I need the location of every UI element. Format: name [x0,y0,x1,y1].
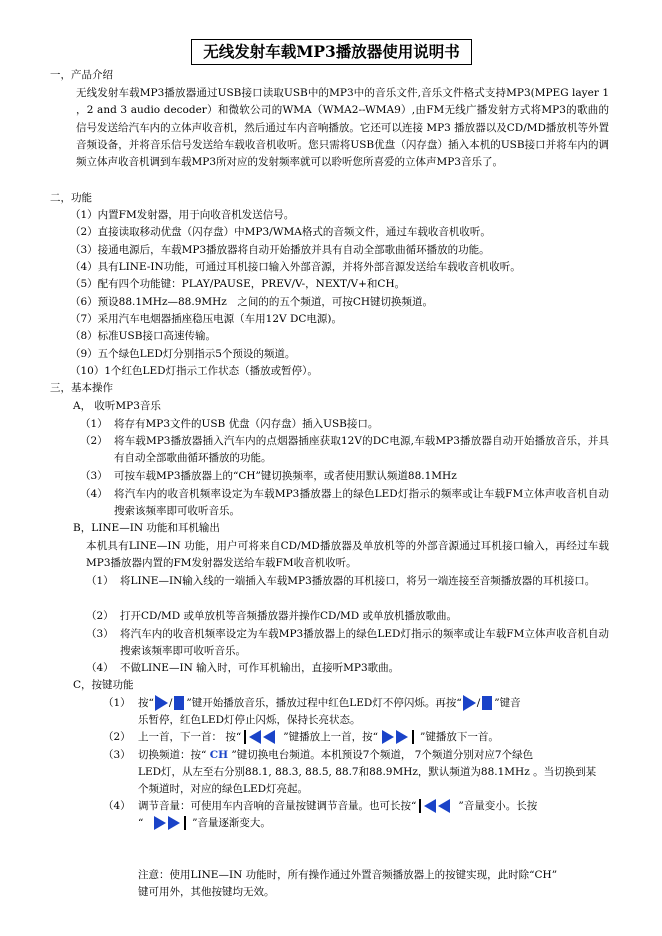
text-span: 调节音量：可使用车内音响的音量按键调节音量。也可长按“ [138,800,417,812]
list-number: （1） [86,575,114,587]
play-pause-line [138,695,521,713]
list-number: （1） [80,418,108,430]
feature-item: （10）1个红色LED灯指示工作状态（播放或暂停）。 [70,365,318,377]
text-span: / [476,697,481,709]
list-item: 将汽车内的收音机频率设定为车载MP3播放器上的绿色LED灯指示的频率或让车载FM立体声收音机自动搜索该频率即可收听音乐。 [114,488,609,518]
feature-item: （3）接通电源后，车载MP3播放器将自动开始播放并具有自动全部歌曲循环播放的功能。 [70,244,490,256]
subsection-heading-c: C，按键功能 [73,679,134,691]
text-span: ”键播放上一首，按“ [283,731,378,743]
list-number: （4） [80,488,108,500]
play-icon [155,695,168,711]
linein-intro: 本机具有LINE—IN 功能，用户可将来自CD/MD播放器及单放机等的外部音源通过耳机接口输入，再经过车载MP3播放器内置的FM发射器发送给车载FM收音机收听。 [86,540,609,570]
prev-next-line [138,729,499,747]
list-number: （2） [86,610,114,622]
previous-track-icon [242,729,282,745]
feature-item: （6）预设88.1MHz—88.9MHz 之间的的五个频道，可按CH键切换频道。 [70,296,434,308]
text-span: / [168,697,173,709]
page-title: 无线发射车载MP3播放器使用说明书 [191,39,472,65]
list-item: 不做LINE—IN 输入时，可作耳机输出，直接听MP3歌曲。 [120,662,400,674]
text-span: ”键音 [494,697,521,709]
subsection-heading-b: B，LINE—IN 功能和耳机输出 [73,522,220,534]
text-span: 上一首，下一首： 按“ [138,731,242,743]
list-number: （4） [86,662,114,674]
list-number: （1） [103,697,131,709]
list-item: 将存有MP3文件的USB 优盘（闪存盘）插入USB接口。 [114,418,379,430]
feature-item: （2）直接读取移动优盘（闪存盘）中MP3/WMA格式的音频文件，通过车载收音机收听。 [70,226,491,238]
list-item: 打开CD/MD 或单放机等音频播放器并操作CD/MD 或单放机播放歌曲。 [120,610,457,622]
list-number: （3） [86,628,114,640]
list-item: 将LINE—IN输入线的一端插入车载MP3播放器的耳机接口，将另一端连接至音频播放器的耳机接口。 [120,575,596,587]
volume-line-2 [138,815,271,833]
text-span: “ [138,817,144,829]
feature-item: （4）具有LINE-IN功能，可通过耳机接口输入外部音源，并将外部音源发送给车载收音机收听。 [70,261,521,273]
list-number: （2） [103,731,131,743]
subsection-heading-a: A， 收听MP3音乐 [73,400,161,412]
note-line-2: 键可用外，其他按键均无效。 [138,886,275,898]
text-span: 按“ [138,697,154,709]
next-track-icon [379,729,419,745]
volume-line [138,798,537,816]
channel-line-2: LED灯，从左至右分别88.1, 88.3, 88.5, 88.7和88.9MHz，默认频道为88.1MHz 。当切换到某 [138,766,597,778]
pause-icon [481,695,493,711]
feature-item: （8）标准USB接口高速传输。 [70,330,216,342]
list-item: 可按车载MP3播放器上的“CH”键切换频率，或者使用默认频道88.1MHz [114,470,457,482]
pause-icon [173,695,185,711]
volume-down-icon [417,798,457,814]
list-number: （3） [80,470,108,482]
section-heading-intro: 一，产品介绍 [50,69,113,81]
note-line-1: 注意：使用LINE—IN 功能时，所有操作通过外置音频播放器上的按键实现，此时除“CH” [138,869,558,881]
feature-item: （5）配有四个功能键：PLAY/PAUSE，PREV/V-，NEXT/V+和CH。 [70,278,406,290]
text-span: ”音量逐渐变大。 [192,817,271,829]
volume-up-icon [151,815,191,831]
list-item: 将汽车内的收音机频率设定为车载MP3播放器上的绿色LED灯指示的频率或让车载FM立体声收音机自动搜索该频率即可收听音乐。 [120,628,609,658]
play-pause-line-2: 乐暂停，红色LED灯停止闪烁，保持长亮状态。 [138,714,361,726]
channel-line [138,747,533,765]
channel-line-3: 个频道时，对应的绿色LED灯亮起。 [138,783,309,795]
feature-item: （7）采用汽车电烟器插座稳压电源（车用12V DC电源)。 [70,313,343,325]
text-span: 切换频道：按“ [138,749,210,761]
feature-item: （9）五个绿色LED灯分别指示5个预设的频道。 [70,348,296,360]
ch-key-label: CH [209,749,228,761]
section-heading-operation: 三，基本操作 [50,382,113,394]
feature-item: （1）内置FM发射器，用于向收音机发送信号。 [70,209,295,221]
list-number: （4） [103,800,131,812]
text-span: ”键播放下一首。 [419,731,499,743]
intro-paragraph: 无线发射车载MP3播放器通过USB接口读取USB中的MP3中的音乐文件,音乐文件格式支持MP3(MPEG layer 1 ，2 and 3 audio decoder）和微软公司的WMA（WMA2--WMA9）,由FM无线广播发射方式将MP3的歌曲的信号发送给汽车内的立体声收音机，然后通过车内音响播放。它还可以连接 MP3 播放器以及CD/MD播放机等外置音频设备，并将音乐信号发送给车载收音机收听。您只需将USB优盘（闪存盘）插入本机的USB接口并将车内的调频立体声收音机调到车载MP3所对应的发射频率就可以聆听您所喜爱的立体声MP3音乐了。 [76,87,609,169]
list-item: 将车载MP3播放器插入汽车内的点烟器插座获取12V的DC电源,车载MP3播放器自动开始播放音乐，并具有自动全部歌曲循环播放的功能。 [114,435,609,465]
play-icon [463,695,476,711]
text-span: ”键切换电台频道。本机预设7个频道， 7个频道分别对应7个绿色 [228,749,534,761]
text-span: ”键开始播放音乐，播放过程中红色LED灯不停闪烁。再按“ [186,697,462,709]
list-number: （2） [80,435,108,447]
section-heading-features: 二，功能 [50,192,92,204]
list-number: （3） [103,749,131,761]
text-span: ”音量变小。长按 [458,800,538,812]
